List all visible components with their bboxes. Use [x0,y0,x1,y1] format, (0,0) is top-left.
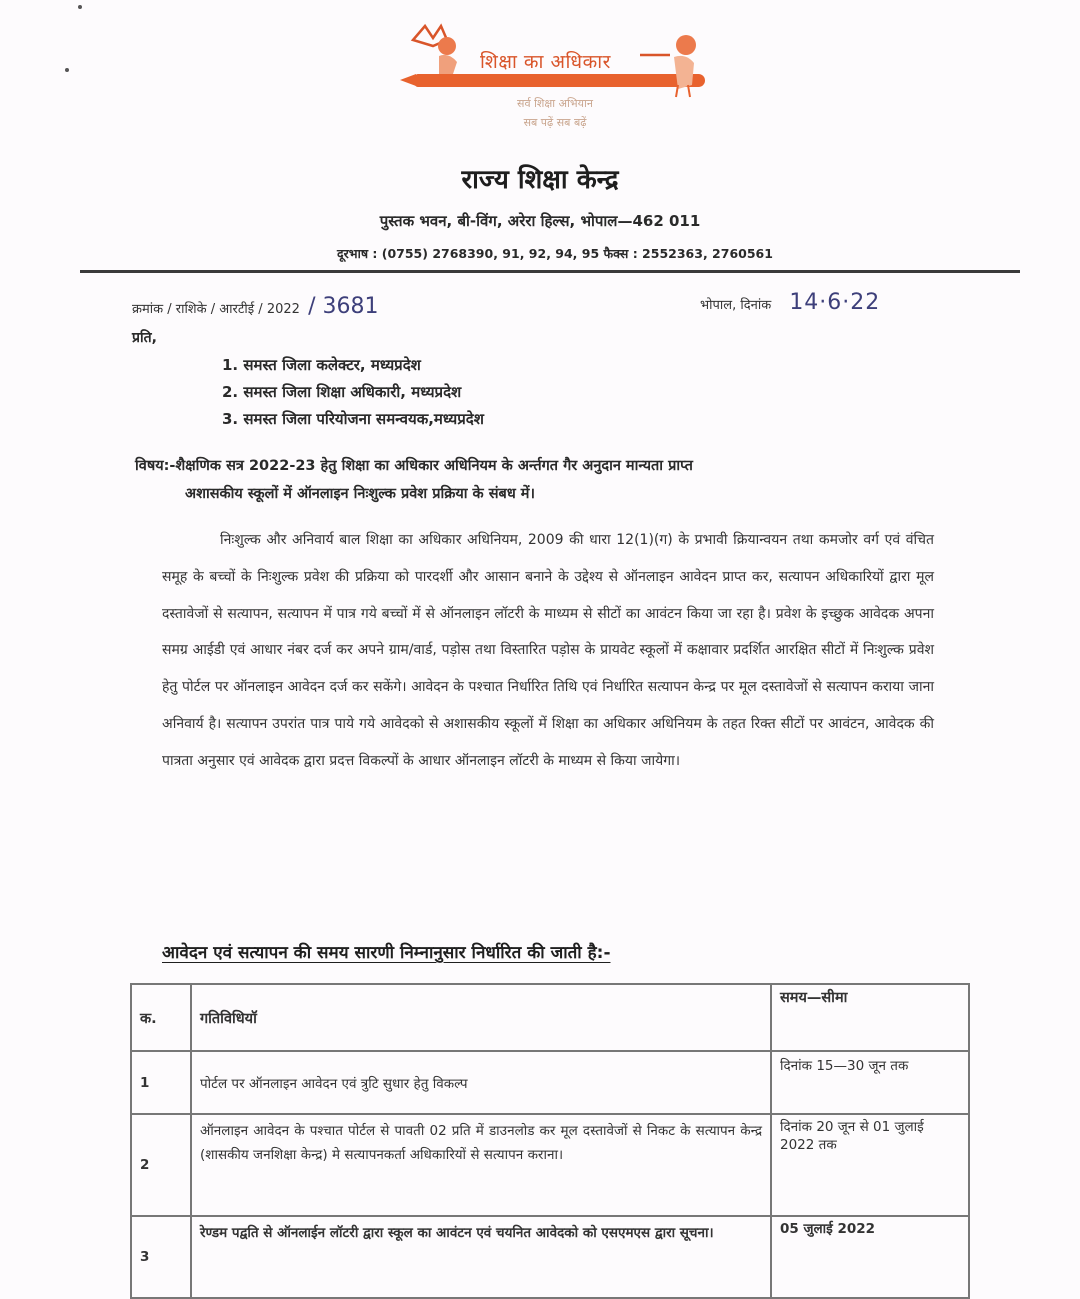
subject [135,452,955,508]
row-activity: रेण्डम पद्वति से ऑनलाईन लॉटरी द्वारा स्कूल का आवंटन एवं चयनित आवेदको को एसएमएस द्वारा सूचना। [191,1216,771,1298]
child-reading-book-icon [403,22,473,77]
schedule-table [130,983,970,1299]
rte-logo [395,22,715,137]
letterhead-divider [80,270,1020,273]
scan-speck [65,68,69,72]
logo-title: शिक्षा का अधिकार [480,51,611,73]
column-header-sno: क. [131,984,191,1051]
subject-line-2: अशासकीय स्कूलों में ऑनलाइन निःशुल्क प्रवेश प्रक्रिया के संबध में। [185,486,535,502]
reference-number [132,294,378,319]
addressee-list [222,352,484,433]
row-sno: 1 [131,1051,191,1114]
table-row [131,1216,969,1298]
logo-tagline-2: सब पढ़ें सब बढ़ें [523,116,587,129]
column-header-deadline: समय—सीमा [771,984,969,1051]
schedule-heading: आवेदन एवं सत्यापन की समय सारणी निम्नानुसार निर्धारित की जाती है:- [162,943,611,963]
row-sno: 2 [131,1114,191,1216]
handwritten-date: 14·6·22 [789,290,881,315]
row-deadline: 05 जुलाई 2022 [771,1216,969,1298]
reference-prefix: क्रमांक / राशिके / आरटीई / 2022 [132,302,300,317]
office-address: पुस्तक भवन, बी-विंग, अरेरा हिल्स, भोपाल—462 011 [379,212,701,230]
column-header-activity: गतिविधियॉ [191,984,771,1051]
reference-handwritten-number: / 3681 [308,294,379,319]
office-title: राज्य शिक्षा केन्द्र [461,165,619,195]
addressee-item: 3. समस्त जिला परियोजना समन्वयक,मध्यप्रदेश [222,410,484,428]
table-header-row [131,984,969,1051]
pencil-tip [400,74,416,86]
row-deadline: दिनांक 15—30 जून तक [771,1051,969,1114]
child-with-pencil-icon [640,27,710,99]
row-activity: पोर्टल पर ऑनलाइन आवेदन एवं त्रुटि सुधार हेतु विकल्प [191,1051,771,1114]
place-date [700,290,880,315]
body-paragraph [162,522,934,780]
subject-line-1: विषय:-शैक्षणिक सत्र 2022-23 हेतु शिक्षा का अधिकार अधिनियम के अर्न्तगत गैर अनुदान मान्यता प्राप्त [135,458,693,474]
addressee-item: 2. समस्त जिला शिक्षा अधिकारी, मध्यप्रदेश [222,383,462,401]
scan-speck [78,5,82,9]
table-row [131,1114,969,1216]
row-sno: 3 [131,1216,191,1298]
body-paragraph-text: निःशुल्क और अनिवार्य बाल शिक्षा का अधिकार अधिनियम, 2009 की धारा 12(1)(ग) के प्रभावी क्रियान्वयन तथा कमजोर वर्ग एवं वंचित समूह के बच्चों के निःशुल्क प्रवेश की प्रक्रिया को पारदर्शी और आसान बनाने के उद्देश्य से ऑनलाइन आवेदन प्राप्त कर, सत्यापन अधिकारियों द्वारा मूल दस्तावेजों से सत्यापन, सत्यापन में पात्र गये बच्चों में से ऑनलाइन लॉटरी के माध्यम से सीटों का आवंटन किया जा रहा है। प्रवेश के इच्छुक आवेदक अपना समग्र आईडी एवं आधार नंबर दर्ज कर अपने ग्राम/वार्ड, पड़ोस तथा विस्तारित पड़ोस के प्रायवेट स्कूलों में कक्षावार प्रदर्शित आरक्षित सीटों में निःशुल्क प्रवेश हेतु पोर्टल पर ऑनलाइन आवेदन दर्ज कर सकेंगे। आवेदन के पश्चात निर्धारित तिथि एवं निर्धारित सत्यापन केन्द्र पर मूल दस्तावेजों से सत्यापन कराया जाना अनिवार्य है। सत्यापन उपरांत पात्र पाये गये आवेदको से अशासकीय स्कूलों में शिक्षा का अधिकार अधिनियम के तहत रिक्त सीटों पर आवंटन, आवेदक की पात्रता अनुसार एवं आवेदक द्वारा प्रदत्त विकल्पों के आधार ऑनलाइन लॉटरी के माध्यम से किया जायेगा। [162,532,934,769]
table-row [131,1051,969,1114]
place-date-label: भोपाल, दिनांक [700,298,772,313]
office-phones: दूरभाष : (0755) 2768390, 91, 92, 94, 95 फैक्स : 2552363, 2760561 [337,246,773,261]
row-deadline: दिनांक 20 जून से 01 जुलाई 2022 तक [771,1114,969,1216]
row-activity: ऑनलाइन आवेदन के पश्चात पोर्टल से पावती 02 प्रति में डाउनलोड कर मूल दस्तावेजों से निकट के सत्यापन केन्द्र (शासकीय जनशिक्षा केन्द्र) मे सत्यापनकर्ता अधिकारियों से सत्यापन कराना। [191,1114,771,1216]
logo-tagline-1: सर्व शिक्षा अभियान [517,97,593,110]
to-label: प्रति, [132,330,157,346]
addressee-item: 1. समस्त जिला कलेक्टर, मध्यप्रदेश [222,356,421,374]
